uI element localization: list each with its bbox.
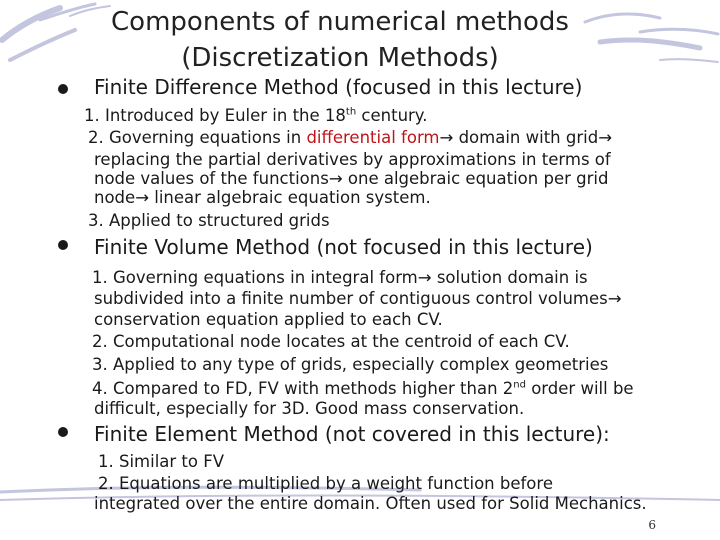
fvm-item-1-line-2: subdivided into a finite number of contiguous control volumes→: [94, 289, 622, 308]
fem-item-1: 1. Similar to FV: [98, 452, 225, 471]
fdm-item-2-line-4: node→ linear algebraic equation system.: [94, 188, 431, 207]
arrow-icon: →: [607, 289, 622, 308]
fdm-item-2: 2. Governing equations in differential form→ domain with grid→: [88, 128, 613, 147]
arrow-icon: →: [439, 128, 454, 147]
heading-fvm: Finite Volume Method (not focused in this lecture): [94, 235, 593, 259]
fvm-item-2: 2. Computational node locates at the centroid of each CV.: [92, 332, 570, 351]
fdm-item-2-line-2: replacing the partial derivatives by approximations in terms of: [94, 150, 611, 169]
fvm-item-4: 4. Compared to FD, FV with methods higher than 2nd order will be: [92, 379, 634, 398]
fvm-item-4-line-2: difficult, especially for 3D. Good mass conservation.: [94, 399, 525, 418]
slide-title: [90, 4, 590, 76]
differential-form-highlight: differential form: [306, 128, 440, 147]
fvm-item-1: 1. Governing equations in integral form→ solution domain is: [92, 268, 588, 287]
bullet-fem: [58, 427, 68, 437]
fem-item-2: 2. Equations are multiplied by a weight function before: [98, 474, 553, 493]
heading-fem: Finite Element Method (not covered in this lecture):: [94, 422, 610, 446]
fem-item-2-line-2: integrated over the entire domain. Often used for Solid Mechanics.: [94, 494, 647, 513]
heading-fdm: Finite Difference Method (focused in this lecture): [94, 75, 583, 99]
arrow-icon: →: [328, 169, 343, 188]
title-line-2: (Discretization Methods): [181, 43, 499, 73]
fdm-item-2-line-3: node values of the functions→ one algebraic equation per grid: [94, 169, 609, 188]
fvm-item-3: 3. Applied to any type of grids, especially complex geometries: [92, 355, 609, 374]
fvm-item-1-line-3: conservation equation applied to each CV.: [94, 310, 443, 329]
fdm-item-3: 3. Applied to structured grids: [88, 211, 330, 230]
arrow-icon: →: [598, 128, 613, 147]
arrow-icon: →: [135, 188, 150, 207]
bullet-fvm: [58, 240, 68, 250]
arrow-icon: →: [417, 268, 432, 287]
page-number: 6: [648, 518, 656, 532]
title-line-1: Components of numerical methods: [111, 7, 569, 37]
bullet-fdm: [58, 84, 68, 94]
fdm-item-1: 1. Introduced by Euler in the 18th century.: [84, 106, 428, 125]
